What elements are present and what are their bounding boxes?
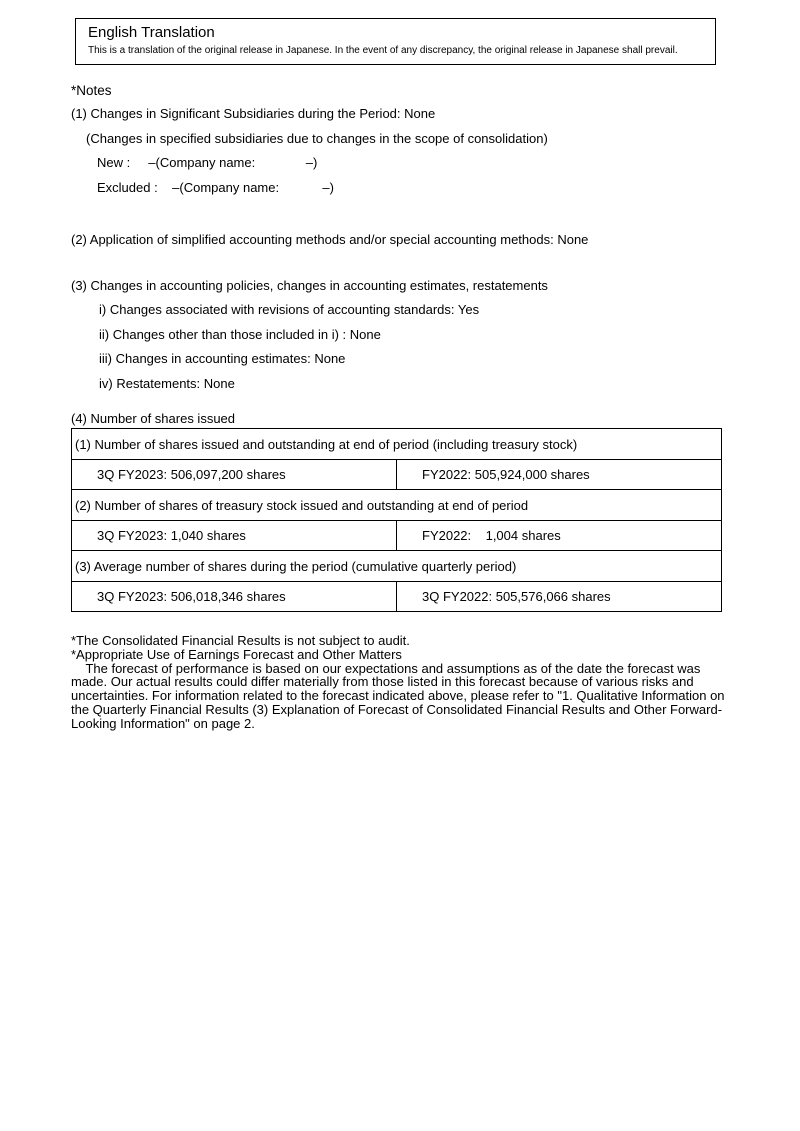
note1-subtitle: (Changes in specified subsidiaries due to changes in the scope of consolidation)	[86, 130, 548, 146]
table-section-header-3: (3) Average number of shares during the period (cumulative quarterly period)	[72, 551, 722, 582]
footer-notes	[71, 634, 729, 731]
note4-title: (4) Number of shares issued	[71, 411, 236, 426]
translation-header-box	[75, 18, 716, 65]
table-cell-previous-3: 3Q FY2022: 505,576,066 shares	[397, 582, 722, 612]
note1-excluded-line: Excluded : –(Company name: –)	[97, 179, 334, 195]
note2-title: (2) Application of simplified accounting methods and/or special accounting methods: None	[71, 232, 589, 247]
notes-heading: *Notes	[71, 83, 112, 98]
note3-item-i: i) Changes associated with revisions of accounting standards: Yes	[99, 302, 480, 317]
translation-disclaimer: This is a translation of the original release in Japanese. In the event of any discrepancy, the original release in Japanese shall prevail.	[88, 45, 678, 56]
audit-note: *The Consolidated Financial Results is not subject to audit.	[71, 633, 410, 648]
table-row-data-2	[72, 521, 722, 551]
table-cell-previous-2: FY2022: 1,004 shares	[397, 521, 722, 551]
note3-item-iii: iii) Changes in accounting estimates: None	[99, 351, 346, 366]
table-section-header-2: (2) Number of shares of treasury stock issued and outstanding at end of period	[72, 490, 722, 521]
table-cell-current-1: 3Q FY2023: 506,097,200 shares	[72, 460, 397, 490]
note3-item-ii: ii) Changes other than those included in i) : None	[99, 326, 381, 342]
forecast-heading: *Appropriate Use of Earnings Forecast and Other Matters	[71, 646, 402, 662]
note3-title: (3) Changes in accounting policies, changes in accounting estimates, restatements	[71, 277, 548, 293]
table-row-section-3	[72, 551, 722, 582]
table-section-header-1: (1) Number of shares issued and outstanding at end of period (including treasury stock)	[72, 429, 722, 460]
note1-title: (1) Changes in Significant Subsidiaries during the Period: None	[71, 106, 436, 121]
table-row-data-1	[72, 460, 722, 490]
table-row-section-1	[72, 429, 722, 460]
table-row-section-2	[72, 490, 722, 521]
table-cell-current-2: 3Q FY2023: 1,040 shares	[72, 521, 397, 551]
note3-item-iv: iv) Restatements: None	[99, 375, 235, 391]
note1-new-line: New : –(Company name: –)	[97, 155, 318, 170]
table-cell-current-3: 3Q FY2023: 506,018,346 shares	[72, 582, 397, 612]
table-cell-previous-1: FY2022: 505,924,000 shares	[397, 460, 722, 490]
shares-table	[71, 428, 722, 612]
table-row-data-3	[72, 582, 722, 612]
forecast-body: The forecast of performance is based on our expectations and assumptions as of the date the forecast was made. Our actual results could differ materially from those listed in this forecast because of various risks and uncertainties. For information related to the forecast indicated above, please refer to "1. Qualitative Information on the Quarterly Financial Results (3) Explanation of Forecast of Consolidated Financial Results and Other Forward-Looking Information" on page 2.	[71, 660, 729, 731]
translation-title: English Translation	[88, 24, 215, 41]
